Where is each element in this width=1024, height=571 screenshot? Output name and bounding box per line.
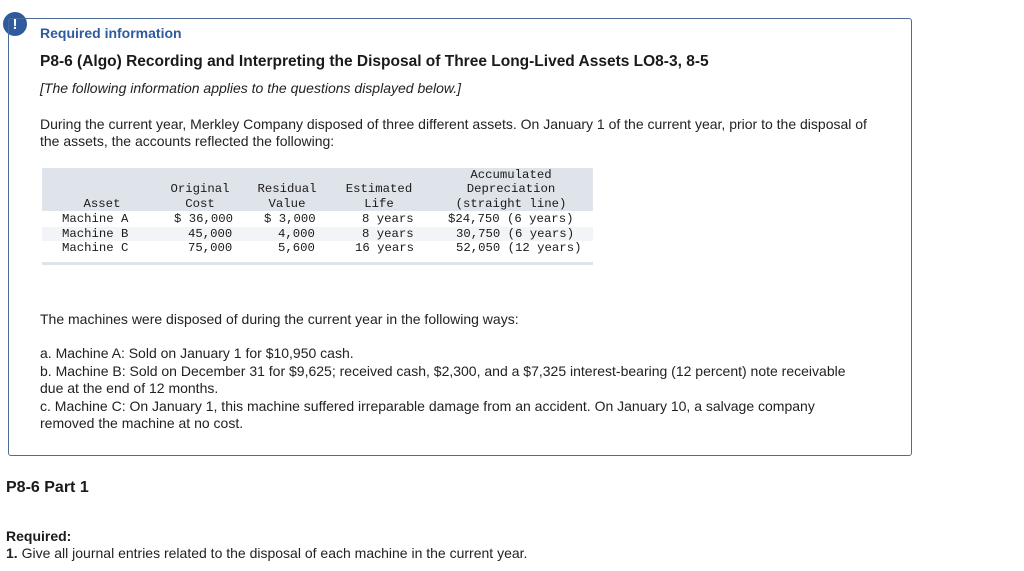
cell-accumulated-depreciation: 52,050 (12 years)	[456, 241, 582, 255]
asset-table	[42, 168, 593, 265]
disposal-intro: The machines were disposed of during the current year in the following ways:	[40, 311, 519, 327]
part-title: P8-6 Part 1	[6, 479, 89, 496]
disposal-item-a: a. Machine A: Sold on January 1 for $10,950 cash.	[40, 345, 354, 361]
asset-table-header	[42, 168, 593, 211]
cell-original-cost: 45,000	[188, 226, 233, 241]
header-accumulated-depreciation: Accumulated Depreciation (straight line)	[455, 167, 567, 211]
required-item-text: Give all journal entries related to the disposal of each machine in the current year.	[21, 545, 528, 561]
disposal-item-c: c. Machine C: On January 1, this machine suffered irreparable damage from an accident. On January 10, a salvage company removed the machine at no cost.	[40, 397, 815, 431]
required-information-label: Required information	[40, 25, 182, 41]
header-estimated-life: Estimated Life	[345, 182, 413, 211]
required-item-number: 1.	[6, 545, 18, 561]
table-divider	[42, 262, 593, 265]
cell-asset: Machine B	[62, 226, 129, 241]
cell-accumulated-depreciation: 30,750 (6 years)	[456, 226, 575, 241]
cell-estimated-life: 16 years	[355, 241, 415, 255]
disposal-list	[40, 345, 870, 433]
table-row	[42, 212, 593, 227]
problem-title: P8-6 (Algo) Recording and Interpreting the Disposal of Three Long-Lived Assets LO8-3, 8-5	[40, 53, 709, 70]
table-row	[42, 227, 593, 242]
cell-residual-value: 5,600	[278, 241, 315, 255]
cell-estimated-life: 8 years	[362, 226, 414, 241]
required-item-1	[6, 545, 527, 561]
header-asset: Asset	[83, 196, 121, 211]
cell-original-cost: $ 36,000	[174, 212, 234, 226]
asset-table-body	[42, 211, 593, 260]
cell-residual-value: $ 3,000	[264, 212, 316, 226]
header-original-cost: Original Cost	[170, 182, 230, 211]
header-residual-value: Residual Value	[257, 182, 317, 211]
applies-note: [The following information applies to the questions displayed below.]	[40, 80, 462, 96]
cell-asset: Machine C	[62, 241, 129, 255]
cell-residual-value: 4,000	[278, 226, 315, 241]
disposal-item-b: b. Machine B: Sold on December 31 for $9,625; received cash, $2,300, and a $7,325 interest-bearing (12 percent) note receivable due at the end of 12 months.	[40, 362, 846, 396]
cell-original-cost: 75,000	[188, 241, 233, 255]
alert-icon: !	[3, 12, 27, 36]
required-label: Required:	[6, 528, 72, 544]
cell-asset: Machine A	[62, 212, 129, 226]
intro-paragraph: During the current year, Merkley Company disposed of three different assets. On January 1 of the current year, prior to the disposal of the assets, the accounts reflected the following:	[40, 116, 867, 149]
cell-estimated-life: 8 years	[362, 212, 414, 226]
cell-accumulated-depreciation: $24,750 (6 years)	[448, 212, 574, 226]
table-row	[42, 241, 593, 256]
